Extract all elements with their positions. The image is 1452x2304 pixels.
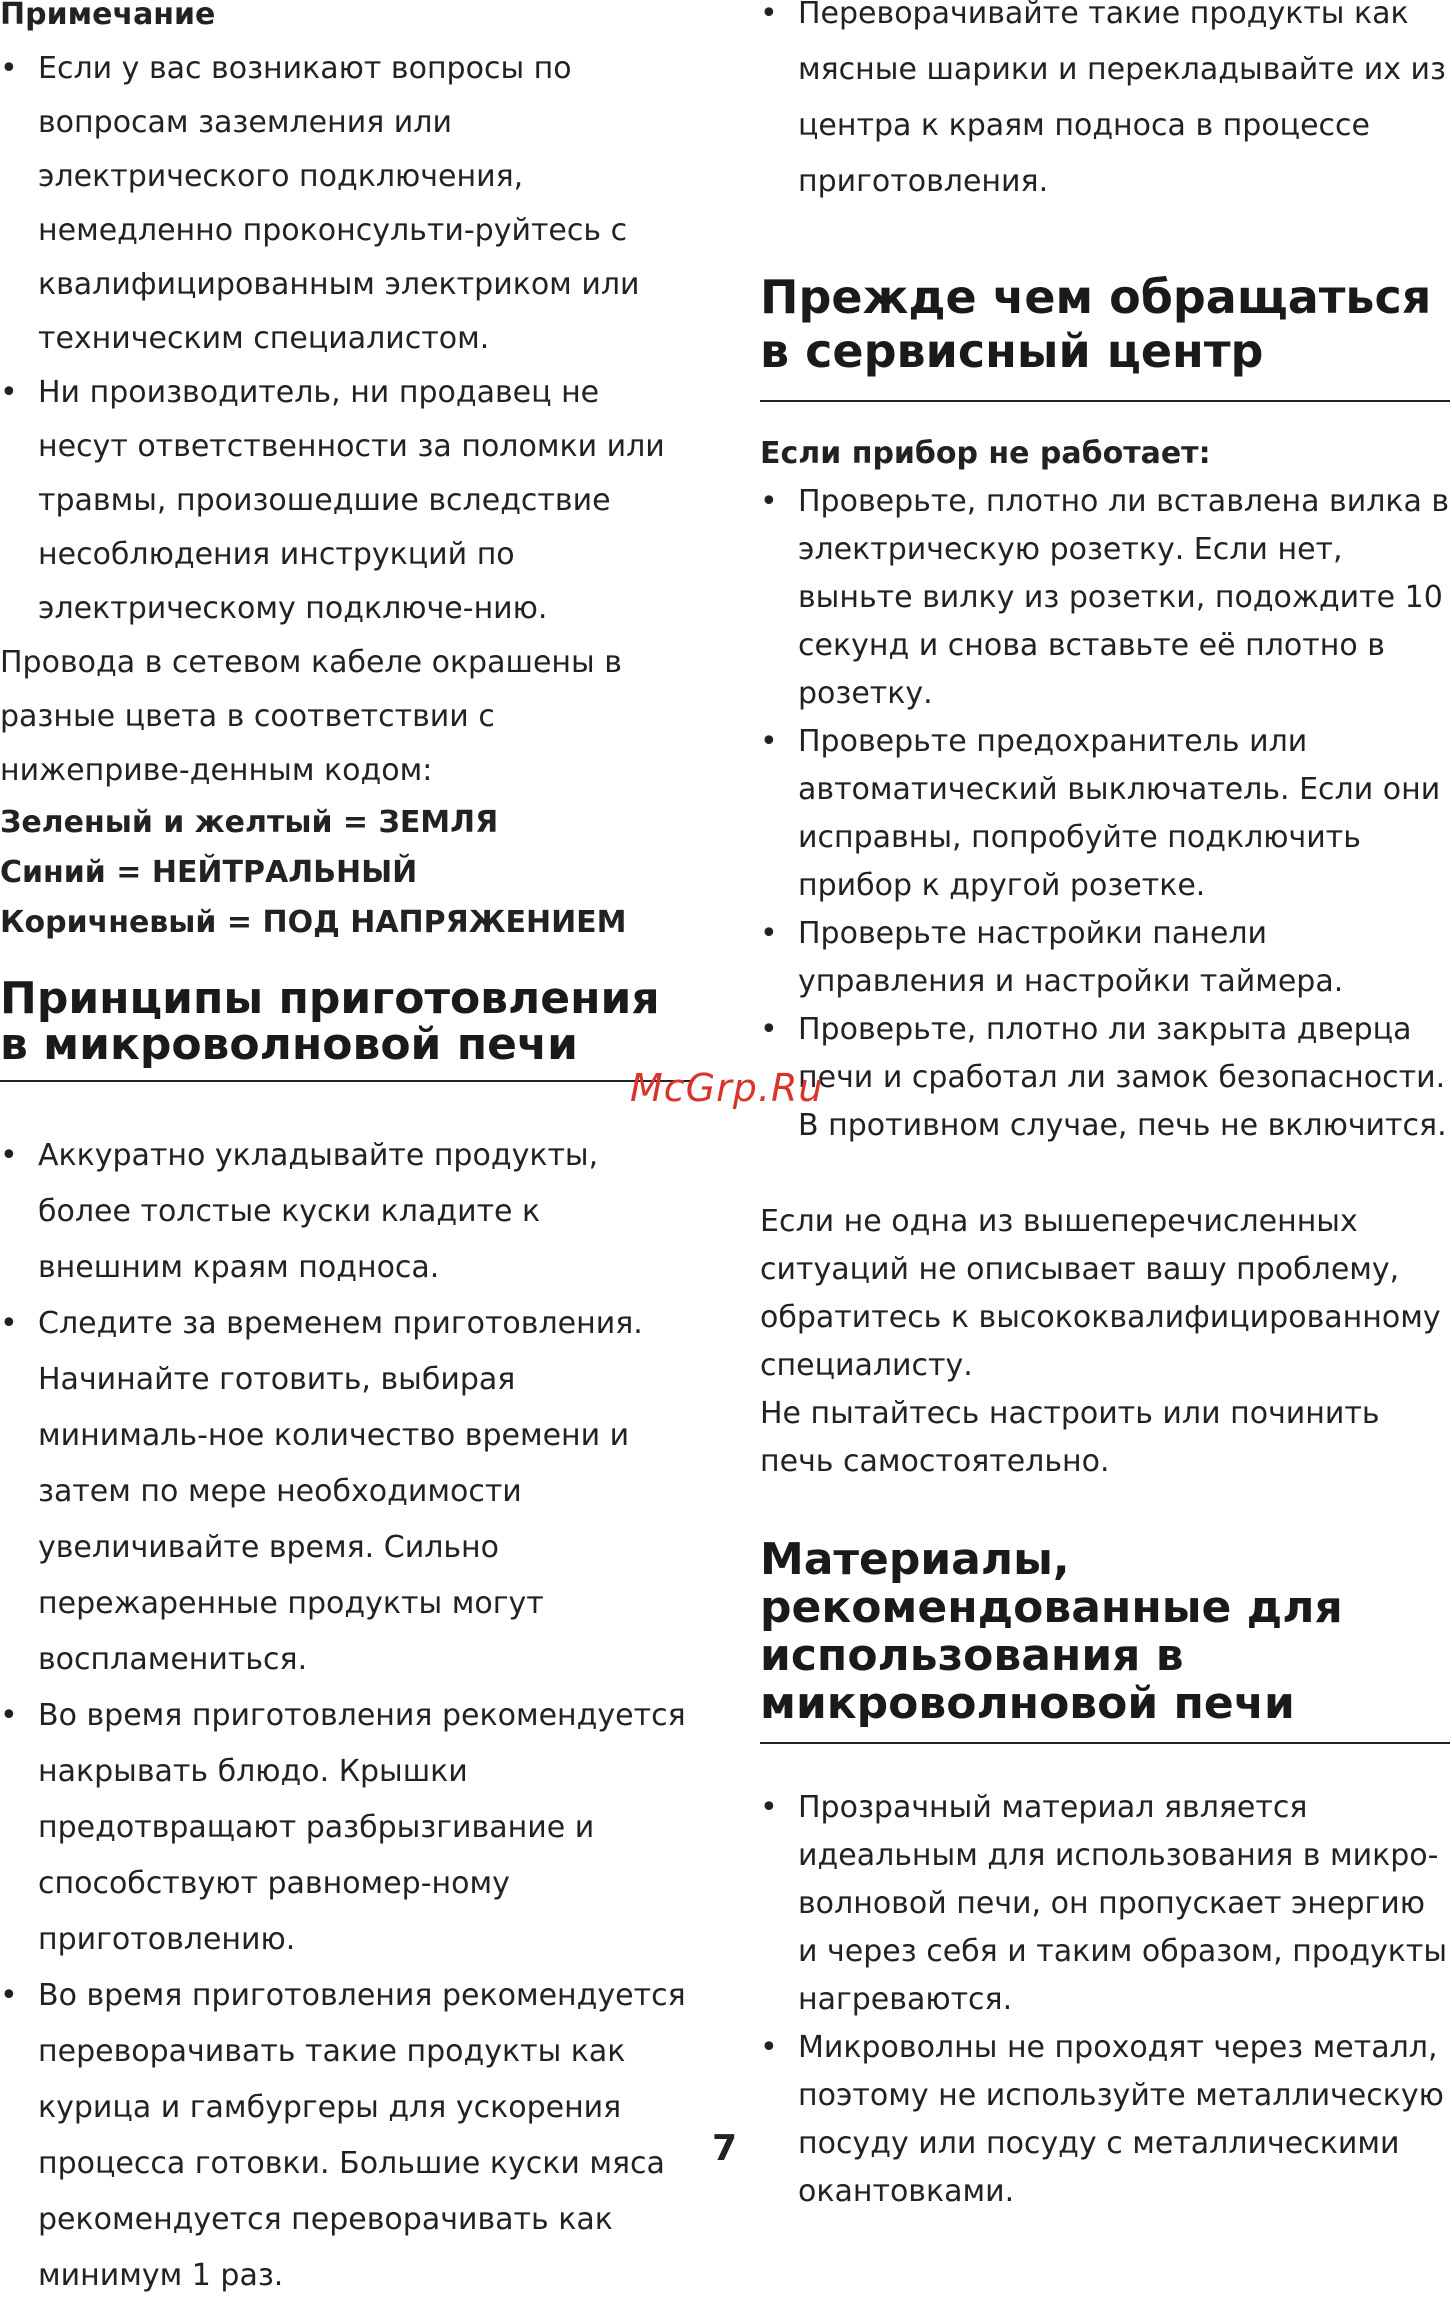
bullet-icon: • <box>0 375 18 410</box>
wires-text: Провода в сетевом кабеле окрашены в разные цвета в соответствии с нижеприве-денным кодом: <box>0 645 622 788</box>
list-item: • Аккуратно укладывайте продукты, более толстые куски кладите к внешним краям подноса. <box>0 1128 690 1296</box>
contact-text: Если не одна из вышеперечисленных ситуаций не описывает вашу проблему, обратитесь к высококвалифицированному специалисту. <box>760 1204 1441 1383</box>
list-item: • Проверьте предохранитель или автоматический выключатель. Если они исправны, попробуйте подключить прибор к другой розетке. <box>760 718 1450 910</box>
wire-code-live: Коричневый = ПОД НАПРЯЖЕНИЕМ <box>0 905 627 940</box>
bullet-icon: • <box>0 1978 18 2013</box>
wire-code-earth: Зеленый и желтый = ЗЕМЛЯ <box>0 805 499 840</box>
bullet-icon: • <box>0 1138 18 1173</box>
bullet-icon: • <box>760 1012 778 1047</box>
principles-heading: Принципы приготовления в микроволновой печи <box>0 976 690 1082</box>
bullet-icon: • <box>760 2030 778 2065</box>
bullet-icon: • <box>0 1306 18 1341</box>
wire-code-neutral: Синий = НЕЙТРАЛЬНЫЙ <box>0 855 418 890</box>
list-item: • Проверьте, плотно ли закрыта дверца печи и сработал ли замок безопасности. В противном случае, печь не включится. <box>760 1006 1450 1150</box>
list-item: • Если у вас возникают вопросы по вопросам заземления или электрического подключения, немедленно проконсульти-руйтесь с квалифицированным электриком или техническим специалистом. <box>0 42 690 366</box>
list-item: • Прозрачный материал является идеальным для использования в микро-волновой печи, он пропускает энергию и через себя и таким образом, продукты нагреваются. <box>760 1784 1450 2024</box>
bullet-icon: • <box>760 484 778 519</box>
list-item: • Микроволны не проходят через металл, поэтому не используйте металлическую посуду или посуду с металлическими окантовками. <box>760 2024 1450 2216</box>
bullet-icon: • <box>0 51 18 86</box>
diy-warning-text: Не пытайтесь настроить или починить печь самостоятельно. <box>760 1396 1380 1479</box>
bullet-icon: • <box>0 1698 18 1733</box>
page-number: 7 <box>712 2128 738 2169</box>
bullet-icon: • <box>760 0 778 31</box>
list-item: • Следите за временем приготовления. Начинайте готовить, выбирая минималь-ное количество времени и затем по мере необходимости увеличивайте время. Сильно пережаренные продукты могут воспламениться. <box>0 1296 690 1688</box>
watermark: McGrp.Ru <box>630 1066 824 1110</box>
list-item: • Проверьте настройки панели управления и настройки таймера. <box>760 910 1450 1006</box>
service-heading: Прежде чем обращаться в сервисный центр <box>760 270 1450 402</box>
list-item: • Ни производитель, ни продавец не несут ответственности за поломки или травмы, произошедшие вследствие несоблюдения инструкций по электрическому подключе-нию. <box>0 366 690 636</box>
bullet-icon: • <box>760 1790 778 1825</box>
list-item: • Во время приготовления рекомендуется переворачивать такие продукты как курица и гамбургеры для ускорения процесса готовки. Большие куски мяса рекомендуется переворачивать как минимум 1 раз. <box>0 1968 690 2304</box>
right-column <box>760 0 1450 2216</box>
list-item: • Во время приготовления рекомендуется накрывать блюдо. Крышки предотвращают разбрызгивание и способствуют равномер-ному приготовлению. <box>0 1688 690 1968</box>
left-column <box>0 0 690 2304</box>
list-item: • Проверьте, плотно ли вставлена вилка в электрическую розетку. Если нет, выньте вилку из розетки, подождите 10 секунд и снова вставьте её плотно в розетку. <box>760 478 1450 718</box>
bullet-icon: • <box>760 724 778 759</box>
not-working-title: Если прибор не работает: <box>760 436 1211 471</box>
list-item: • Переворачивайте такие продукты как мясные шарики и перекладывайте их из центра к краям подноса в процессе приготовления. <box>760 0 1450 210</box>
note-title: Примечание <box>0 0 216 32</box>
bullet-icon: • <box>760 916 778 951</box>
materials-heading: Материалы, рекомендованные для использования в микроволновой печи <box>760 1536 1450 1744</box>
